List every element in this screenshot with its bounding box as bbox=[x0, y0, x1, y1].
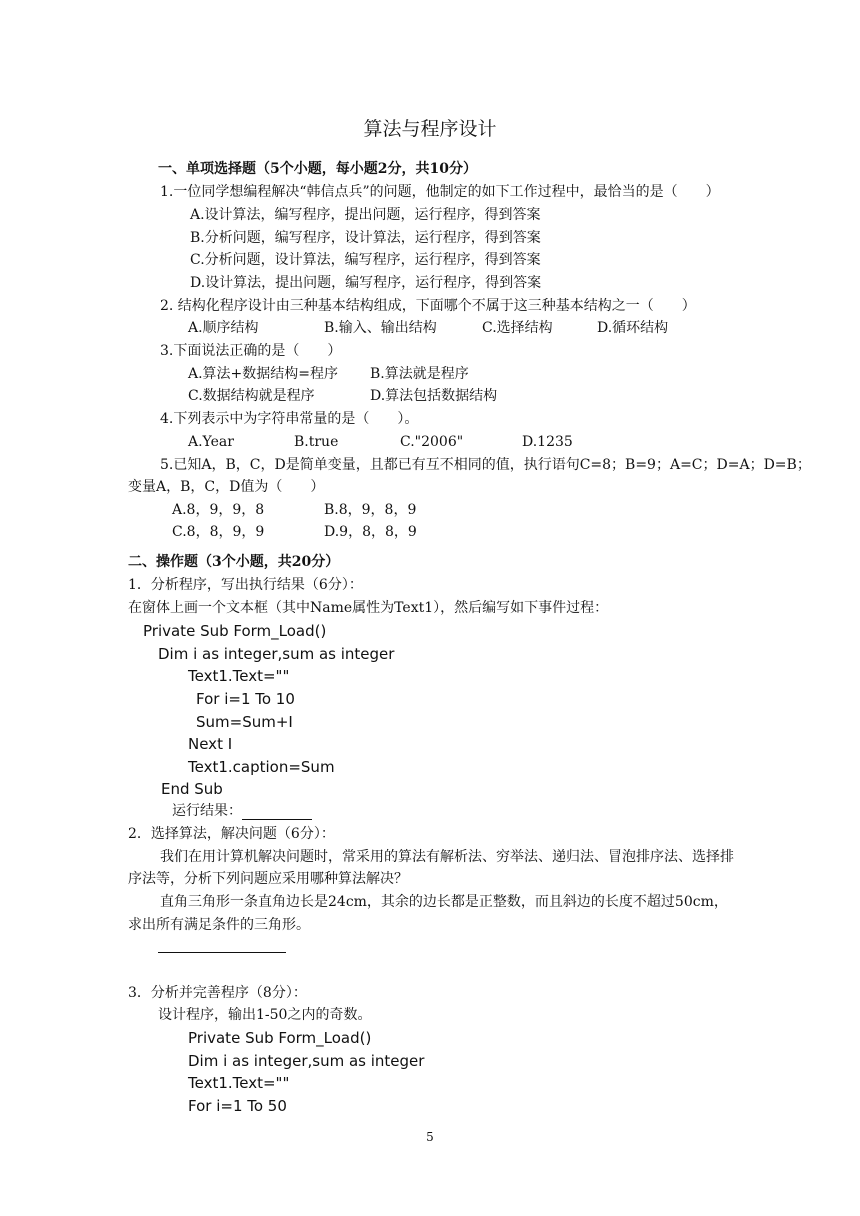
p1-code-line: Next I bbox=[188, 735, 233, 753]
p3-code-line: Dim i as integer,sum as integer bbox=[188, 1052, 425, 1070]
q5-stem-line2: 变量A，B，C，D值为（ ） bbox=[128, 479, 325, 495]
p3-intro: 设计程序，输出1-50之内的奇数。 bbox=[158, 1007, 372, 1023]
p1-result-label: 运行结果： bbox=[172, 803, 242, 819]
p1-code-line: Text1.caption=Sum bbox=[188, 758, 335, 776]
q4-option-d: D.1235 bbox=[522, 434, 573, 450]
q4-option-b: B.true bbox=[294, 434, 339, 450]
q2-stem: 2. 结构化程序设计由三种基本结构组成，下面哪个不属于这三种基本结构之一（ ） bbox=[160, 298, 696, 314]
p1-code-line: Text1.Text="" bbox=[188, 667, 290, 685]
q2-option-d: D.循环结构 bbox=[597, 320, 669, 336]
p1-code-line: Private Sub Form_Load() bbox=[143, 622, 327, 640]
p1-code-line: Dim i as integer,sum as integer bbox=[158, 645, 395, 663]
p1-code-line: Sum=Sum+I bbox=[196, 713, 293, 731]
p1-answer-blank[interactable] bbox=[242, 805, 312, 820]
q5-option-d: D.9，8，8，9 bbox=[324, 524, 417, 540]
q1-option-c: C.分析问题，设计算法，编写程序，运行程序，得到答案 bbox=[190, 252, 541, 268]
q5-option-a: A.8，9，9，8 bbox=[172, 502, 265, 518]
q2-option-a: A.顺序结构 bbox=[188, 320, 259, 336]
p2-para1-line2: 序法等，分析下列问题应采用哪种算法解决？ bbox=[128, 871, 408, 887]
q3-option-a: A.算法+数据结构=程序 bbox=[188, 366, 339, 382]
q5-option-c: C.8，8，9，9 bbox=[172, 524, 265, 540]
p3-stem: 3．分析并完善程序（8分）： bbox=[128, 985, 307, 1001]
page-number: 5 bbox=[426, 1130, 434, 1144]
q4-option-a: A.Year bbox=[188, 434, 234, 450]
q2-option-b: B.输入、输出结构 bbox=[324, 320, 437, 336]
q1-option-a: A.设计算法，编写程序，提出问题，运行程序，得到答案 bbox=[190, 207, 541, 223]
q5-stem-line1: 5.已知A，B，C，D是简单变量，且都已有互不相同的值，执行语句C=8；B=9；A=C；D=A；D=B； bbox=[160, 457, 811, 473]
p1-code-line: End Sub bbox=[161, 780, 223, 798]
p2-answer-blank[interactable] bbox=[158, 952, 286, 953]
p1-result-row bbox=[172, 802, 312, 820]
q3-stem: 3.下面说法正确的是（ ） bbox=[160, 343, 342, 359]
p3-code-line: Private Sub Form_Load() bbox=[188, 1029, 372, 1047]
q2-option-c: C.选择结构 bbox=[482, 320, 553, 336]
p2-stem: 2．选择算法，解决问题（6分）： bbox=[128, 826, 335, 842]
p3-code-line: For i=1 To 50 bbox=[188, 1097, 287, 1115]
section1-heading: 一、单项选择题（5个小题，每小题2分，共10分） bbox=[158, 161, 477, 177]
p1-intro: 在窗体上画一个文本框（其中Name属性为Text1），然后编写如下事件过程： bbox=[128, 600, 609, 616]
p1-code-line: For i=1 To 10 bbox=[196, 690, 295, 708]
p2-para1-line1: 我们在用计算机解决问题时，常采用的算法有解析法、穷举法、递归法、冒泡排序法、选择排 bbox=[160, 849, 734, 865]
p2-para2-line2: 求出所有满足条件的三角形。 bbox=[128, 917, 310, 933]
q3-option-d: D.算法包括数据结构 bbox=[370, 388, 498, 404]
q4-stem: 4.下列表示中为字符串常量的是（ ）。 bbox=[160, 411, 419, 427]
q5-option-b: B.8，9，8，9 bbox=[324, 502, 417, 518]
p1-stem: 1．分析程序，写出执行结果（6分）： bbox=[128, 577, 363, 593]
q3-option-c: C.数据结构就是程序 bbox=[188, 388, 315, 404]
section2-heading: 二、操作题（3个小题，共20分） bbox=[128, 554, 340, 570]
p2-para2-line1: 直角三角形一条直角边长是24cm，其余的边长都是正整数，而且斜边的长度不超过50cm， bbox=[160, 894, 728, 910]
page-title: 算法与程序设计 bbox=[363, 118, 497, 140]
p3-code-line: Text1.Text="" bbox=[188, 1074, 290, 1092]
q3-option-b: B.算法就是程序 bbox=[370, 366, 469, 382]
q1-option-d: D.设计算法，提出问题，编写程序，运行程序，得到答案 bbox=[190, 275, 542, 291]
q1-option-b: B.分析问题，编写程序，设计算法，运行程序，得到答案 bbox=[190, 230, 541, 246]
q1-stem: 1.一位同学想编程解决“韩信点兵”的问题，他制定的如下工作过程中，最恰当的是（ ） bbox=[160, 184, 720, 200]
q4-option-c: C."2006" bbox=[400, 434, 464, 450]
